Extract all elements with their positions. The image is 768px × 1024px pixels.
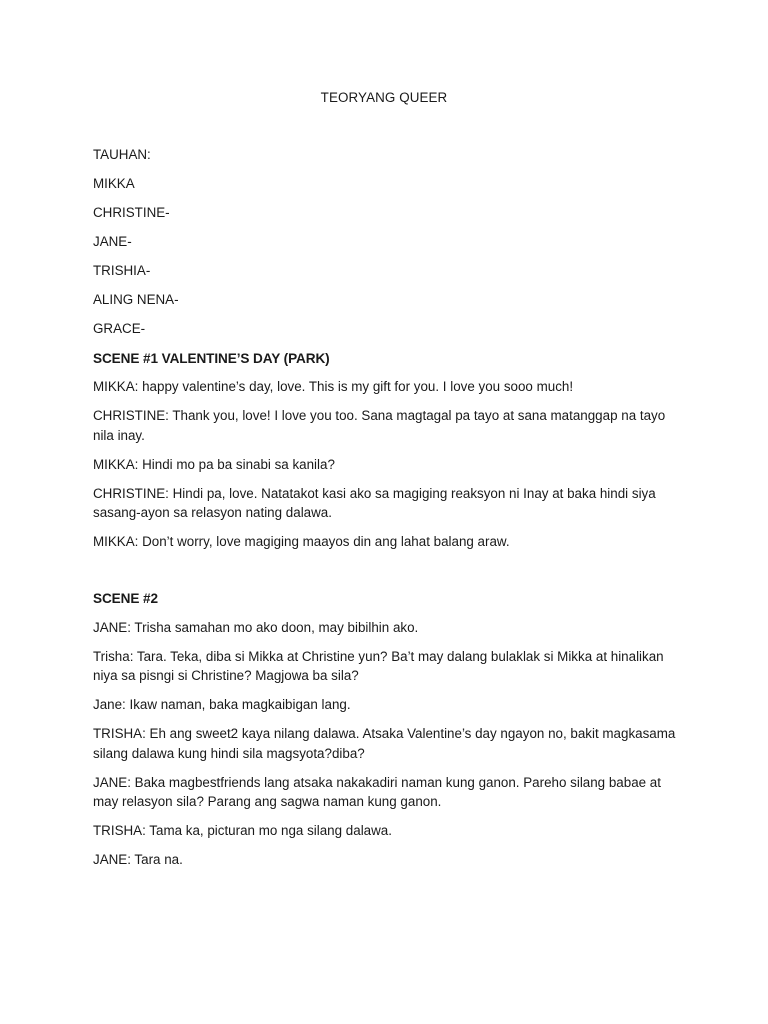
dialogue-line: JANE: Tara na.	[93, 852, 183, 868]
dialogue-line: CHRISTINE: Hindi pa, love. Natatakot kasi ako sa magiging reaksyon ni Inay at baka hindi siya sasang-ayon sa relasyon nating dalawa.	[93, 485, 656, 521]
cast-item: CHRISTINE-	[93, 205, 170, 221]
dialogue-line: CHRISTINE: Thank you, love! I love you too. Sana magtagal pa tayo at sana matanggap na tayo nila inay.	[93, 408, 666, 443]
cast-item: JANE-	[93, 234, 132, 250]
dialogue-line: Jane: Ikaw naman, baka magkaibigan lang.	[93, 697, 351, 713]
cast-item: TRISHIA-	[93, 263, 151, 279]
scene-2-heading: SCENE #2	[93, 591, 158, 607]
dialogue-line: TRISHA: Eh ang sweet2 kaya nilang dalawa. Atsaka Valentine’s day ngayon no, bakit magkasama silang dalawa kung hindi sila magsyota?diba?	[93, 726, 676, 761]
dialogue-line: TRISHA: Tama ka, picturan mo nga silang dalawa.	[93, 823, 392, 839]
document-body	[93, 88, 678, 879]
scene-1-heading: SCENE #1 VALENTINE’S DAY (PARK)	[93, 350, 330, 366]
dialogue-line: JANE: Trisha samahan mo ako doon, may bibilhin ako.	[93, 619, 419, 635]
cast-list	[93, 174, 678, 339]
cast-heading: TAUHAN:	[93, 146, 151, 162]
cast-item: MIKKA	[93, 176, 135, 191]
dialogue-line: JANE: Baka magbestfriends lang atsaka nakakadiri naman kung ganon. Pareho silang babae at may relasyon sila? Parang ang sagwa naman kung ganon.	[93, 774, 661, 810]
dialogue-line: MIKKA: happy valentine’s day, love. This is my gift for you. I love you sooo much!	[93, 379, 574, 395]
cast-item: ALING NENA-	[93, 292, 179, 308]
scene-spacer	[93, 561, 678, 589]
cast-item: GRACE-	[93, 321, 146, 337]
dialogue-line: MIKKA: Hindi mo pa ba sinabi sa kanila?	[93, 456, 335, 472]
dialogue-line: MIKKA: Don’t worry, love magiging maayos din ang lahat balang araw.	[93, 534, 510, 550]
document-title: TEORYANG QUEER	[320, 90, 448, 105]
dialogue-line: Trisha: Tara. Teka, diba si Mikka at Christine yun? Ba’t may dalang bulaklak si Mikka at hinalikan niya sa pisngi si Christine? Magjowa ba sila?	[93, 648, 664, 684]
